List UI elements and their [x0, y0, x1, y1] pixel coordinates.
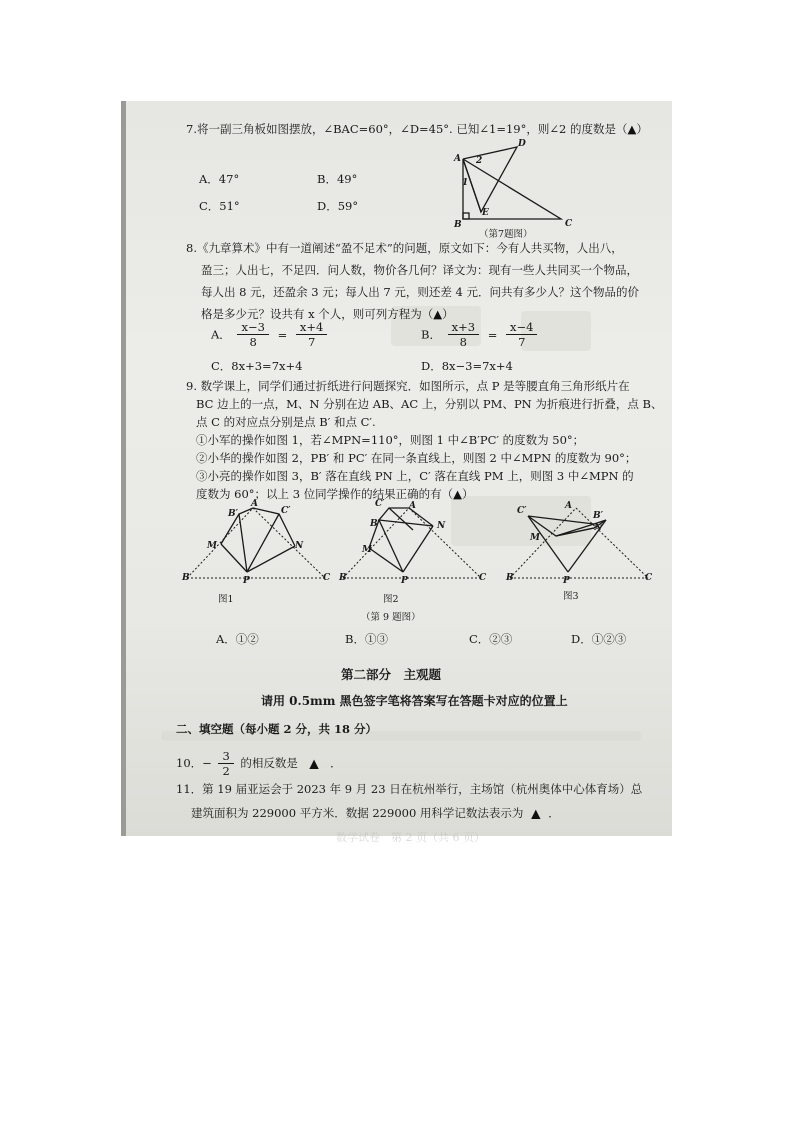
q9-f1-label-bprime: B′	[228, 509, 238, 519]
q9-line-5: ②小华的操作如图 2，PB′ 和 PC′ 在同一条直线上，则图 2 中∠MPN 的度数为 90°；	[196, 451, 637, 465]
q7-label-b: B	[454, 220, 462, 230]
q11-line-1: 11．第 19 届亚运会于 2023 年 9 月 23 日在杭州举行，主场馆（杭州奥体中心体育场）总	[176, 782, 643, 796]
q9-f3-label-cprime: C′	[517, 506, 527, 516]
q9-f3-label-bprime: B′	[593, 511, 603, 521]
q9-f3-label-c: C	[645, 573, 653, 583]
q9-f2-label-p: P	[401, 576, 408, 586]
part2-title: 第二部分 主观题	[341, 667, 442, 682]
q7-caption: （第7题图）	[479, 229, 533, 240]
q9-line-6: ③小亮的操作如图 3，B′ 落在直线 PN 上，C′ 落在直线 PM 上，则图 3 中∠MPN 的	[196, 469, 634, 483]
q7-label-c: C	[565, 219, 573, 229]
q9-f1-label-cprime: C′	[281, 506, 291, 516]
q8-option-a: A． $\frac{x-3}{8}$ = $\frac{x+4}{7}$	[211, 320, 330, 349]
q9-f2-label-b: B	[339, 573, 347, 583]
q9-f3-label-a: A	[565, 501, 572, 511]
q9-option-b: B．①③	[345, 632, 388, 646]
q9-figure-1	[183, 506, 333, 581]
q8-line-1: 8.《九章算术》中有一道阐述“盈不足术”的问题，原文如下：今有人共买物，人出八，	[186, 241, 623, 255]
q9-f2-label-n: N	[437, 521, 446, 531]
q9-line-3: 点 C 的对应点分别是点 B′ 和点 C′.	[196, 415, 376, 429]
q9-option-d: D．①②③	[571, 632, 627, 646]
q7-label-e: E	[482, 208, 489, 218]
q9-f1-label-a: A	[251, 499, 258, 509]
scanned-exam-page	[121, 101, 672, 844]
q9-f3-label-n: N	[594, 523, 603, 533]
q9-figure-2-name: 图2	[383, 594, 399, 605]
q9-line-4: ①小军的操作如图 1，若∠MPN=110°，则图 1 中∠B′PC′ 的度数为 50°；	[196, 433, 585, 447]
q9-f2-label-bprime: B′	[370, 519, 380, 529]
q9-f1-label-m: M	[207, 541, 217, 551]
q9-figure-3-name: 图3	[563, 591, 579, 602]
q9-f2-label-c: C	[479, 573, 487, 583]
q11-line-2: 建筑面积为 229000 平方米．数据 229000 用科学记数法表示为 ▲ ．	[191, 806, 560, 820]
q9-f3-label-b: B	[506, 573, 514, 583]
q10-line: 10．− $\frac{3}{2}$ 的相反数是 ▲ ．	[176, 748, 342, 778]
q8-line-3: 每人出 8 元，还盈余 3 元；每人出 7 元，则还差 4 元．问共有多少人？这个物品的价	[201, 285, 640, 299]
q9-figure-3	[506, 506, 656, 581]
q8-option-d: D．8x−3=7x+4	[421, 359, 513, 373]
q9-line-2: BC 边上的一点，M、N 分别在边 AB、AC 上，分别以 PM、PN 为折痕进行折叠，点 B、	[196, 397, 663, 411]
q7-angle-1: 1	[462, 178, 469, 188]
q9-f2-label-a: A	[409, 501, 416, 511]
q9-line-1: 9. 数学课上，同学们通过折纸进行问题探究．如图所示，点 P 是等腰直角三角形纸片在	[186, 379, 630, 393]
q9-f3-label-m: M	[530, 533, 540, 543]
q7-option-b: B．49°	[317, 172, 358, 186]
q9-line-7: 度数为 60°；以上 3 位同学操作的结果正确的有（▲）	[196, 487, 474, 501]
q9-f2-label-m: M	[362, 545, 372, 555]
q8-line-4: 格是多少元？设共有 x 个人，则可列方程为（▲）	[201, 307, 454, 321]
q8-line-2: 盈三；人出七，不足四．问人数，物价各几何？译文为：现有一些人共同买一个物品，	[201, 263, 638, 277]
q9-option-a: A．①②	[216, 632, 259, 646]
q9-figure-1-name: 图1	[218, 594, 234, 605]
q9-figure-2	[339, 506, 489, 581]
q9-f1-label-p: P	[243, 576, 250, 586]
q8-option-c: C．8x+3=7x+4	[211, 359, 303, 373]
q7-option-d: D．59°	[317, 199, 359, 213]
q9-f3-label-p: P	[563, 576, 570, 586]
q7-label-a: A	[454, 154, 461, 164]
q9-f1-label-n: N	[295, 541, 304, 551]
part2-instruction: 请用 0.5mm 黑色签字笔将答案写在答题卡对应的位置上	[261, 694, 568, 708]
q9-caption: （第 9 题图）	[361, 612, 421, 623]
page-shadow-edge	[121, 101, 126, 836]
section2-title: 二、填空题（每小题 2 分，共 18 分）	[176, 722, 378, 736]
q7-figure	[451, 139, 581, 229]
q7-stem: 7.将一副三角板如图摆放，∠BAC=60°，∠D=45°. 已知∠1=19°，则∠2 的度数是（▲）	[186, 122, 648, 136]
q8-option-b: B． $\frac{x+3}{8}$ = $\frac{x-4}{7}$	[421, 320, 540, 349]
q7-triangle-abc	[463, 159, 561, 219]
q9-f1-label-b: B	[182, 573, 190, 583]
q9-f2-label-cprime: C′	[375, 499, 385, 509]
q9-f1-label-c: C	[323, 573, 331, 583]
page-footer-bleed: 数学试卷 第 2 页（共 6 页）	[336, 831, 485, 844]
q7-option-a: A．47°	[199, 172, 240, 186]
q7-label-d: D	[518, 139, 526, 149]
q9-option-c: C．②③	[469, 632, 513, 646]
q7-triangle-ade	[463, 147, 517, 212]
q7-option-c: C．51°	[199, 199, 240, 213]
q7-angle-2: 2	[476, 156, 483, 166]
